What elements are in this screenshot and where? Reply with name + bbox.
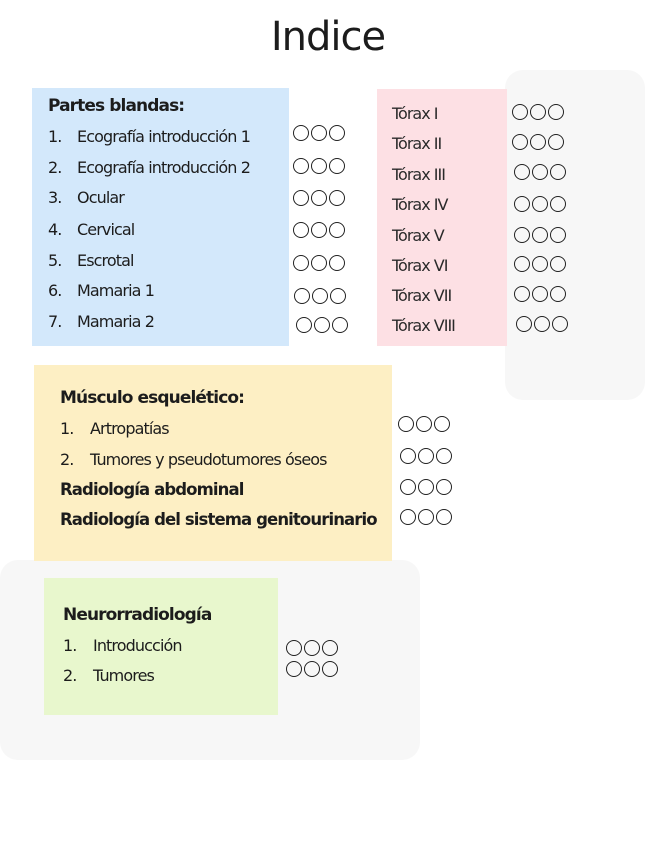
checkbox-circle[interactable] — [304, 640, 320, 656]
progress-circles — [296, 317, 348, 333]
progress-circles — [512, 134, 564, 150]
list-item: Tórax IV — [392, 195, 448, 214]
list-item: 6. Mamaria 1 — [48, 281, 154, 300]
progress-circles — [293, 190, 345, 206]
section-torax — [377, 89, 507, 346]
list-item: Tórax VIII — [392, 316, 455, 335]
checkbox-circle[interactable] — [514, 227, 530, 243]
checkbox-circle[interactable] — [293, 125, 309, 141]
checkbox-circle[interactable] — [304, 661, 320, 677]
checkbox-circle[interactable] — [400, 448, 416, 464]
list-item: 1. Introducción — [63, 636, 182, 655]
checkbox-circle[interactable] — [293, 190, 309, 206]
checkbox-circle[interactable] — [530, 104, 546, 120]
checkbox-circle[interactable] — [293, 222, 309, 238]
section-heading-partes-blandas: Partes blandas: — [48, 96, 185, 116]
checkbox-circle[interactable] — [416, 416, 432, 432]
checkbox-circle[interactable] — [398, 416, 414, 432]
checkbox-circle[interactable] — [400, 479, 416, 495]
checkbox-circle[interactable] — [514, 196, 530, 212]
checkbox-circle[interactable] — [294, 288, 310, 304]
checkbox-circle[interactable] — [418, 509, 434, 525]
list-item: 3. Ocular — [48, 188, 124, 207]
checkbox-circle[interactable] — [311, 190, 327, 206]
checkbox-circle[interactable] — [322, 661, 338, 677]
checkbox-circle[interactable] — [512, 104, 528, 120]
checkbox-circle[interactable] — [532, 196, 548, 212]
progress-circles — [400, 448, 452, 464]
checkbox-circle[interactable] — [548, 134, 564, 150]
checkbox-circle[interactable] — [548, 104, 564, 120]
checkbox-circle[interactable] — [329, 190, 345, 206]
checkbox-circle[interactable] — [286, 640, 302, 656]
checkbox-circle[interactable] — [514, 164, 530, 180]
checkbox-circle[interactable] — [552, 316, 568, 332]
checkbox-circle[interactable] — [436, 509, 452, 525]
progress-circles — [294, 288, 346, 304]
checkbox-circle[interactable] — [550, 196, 566, 212]
list-item: Tórax III — [392, 165, 445, 184]
checkbox-circle[interactable] — [418, 479, 434, 495]
progress-circles — [514, 164, 566, 180]
checkbox-circle[interactable] — [311, 255, 327, 271]
checkbox-circle[interactable] — [314, 317, 330, 333]
checkbox-circle[interactable] — [332, 317, 348, 333]
checkbox-circle[interactable] — [512, 134, 528, 150]
checkbox-circle[interactable] — [434, 416, 450, 432]
list-item: 5. Escrotal — [48, 251, 134, 270]
checkbox-circle[interactable] — [311, 222, 327, 238]
list-item: 1. Artropatías — [60, 419, 169, 438]
checkbox-circle[interactable] — [514, 256, 530, 272]
list-item: 1. Ecografía introducción 1 — [48, 127, 251, 146]
checkbox-circle[interactable] — [532, 164, 548, 180]
progress-circles — [514, 227, 566, 243]
checkbox-circle[interactable] — [329, 222, 345, 238]
checkbox-circle[interactable] — [530, 134, 546, 150]
checkbox-circle[interactable] — [550, 227, 566, 243]
progress-circles — [293, 125, 345, 141]
page-title: Indice — [270, 14, 386, 60]
checkbox-circle[interactable] — [296, 317, 312, 333]
progress-circles — [286, 640, 338, 656]
progress-circles — [514, 256, 566, 272]
checkbox-circle[interactable] — [532, 256, 548, 272]
checkbox-circle[interactable] — [293, 255, 309, 271]
list-item-bold: Radiología del sistema genitourinario — [60, 510, 377, 529]
checkbox-circle[interactable] — [514, 286, 530, 302]
checkbox-circle[interactable] — [516, 316, 532, 332]
list-item-bold: Radiología abdominal — [60, 480, 244, 499]
checkbox-circle[interactable] — [550, 164, 566, 180]
list-item: Tórax V — [392, 226, 444, 245]
checkbox-circle[interactable] — [534, 316, 550, 332]
checkbox-circle[interactable] — [311, 158, 327, 174]
list-item: Tórax II — [392, 134, 442, 153]
checkbox-circle[interactable] — [330, 288, 346, 304]
checkbox-circle[interactable] — [418, 448, 434, 464]
progress-circles — [400, 509, 452, 525]
list-item: 4. Cervical — [48, 220, 135, 239]
checkbox-circle[interactable] — [400, 509, 416, 525]
list-item: 2. Tumores — [63, 666, 154, 685]
list-item: Tórax VI — [392, 256, 448, 275]
checkbox-circle[interactable] — [436, 448, 452, 464]
section-heading-neuro: Neurorradiología — [63, 605, 212, 625]
checkbox-circle[interactable] — [322, 640, 338, 656]
progress-circles — [286, 661, 338, 677]
progress-circles — [514, 196, 566, 212]
checkbox-circle[interactable] — [532, 227, 548, 243]
list-item: 2. Ecografía introducción 2 — [48, 158, 251, 177]
progress-circles — [400, 479, 452, 495]
section-heading-musculo: Músculo esquelético: — [60, 388, 245, 408]
progress-circles — [514, 286, 566, 302]
checkbox-circle[interactable] — [312, 288, 328, 304]
checkbox-circle[interactable] — [329, 158, 345, 174]
checkbox-circle[interactable] — [286, 661, 302, 677]
list-item: Tórax VII — [392, 286, 452, 305]
progress-circles — [293, 255, 345, 271]
checkbox-circle[interactable] — [550, 256, 566, 272]
checkbox-circle[interactable] — [329, 125, 345, 141]
list-item: 7. Mamaria 2 — [48, 312, 154, 331]
progress-circles — [293, 158, 345, 174]
checkbox-circle[interactable] — [329, 255, 345, 271]
list-item: 2. Tumores y pseudotumores óseos — [60, 450, 327, 469]
checkbox-circle[interactable] — [293, 158, 309, 174]
checkbox-circle[interactable] — [436, 479, 452, 495]
progress-circles — [516, 316, 568, 332]
checkbox-circle[interactable] — [550, 286, 566, 302]
list-item: Tórax I — [392, 104, 438, 123]
checkbox-circle[interactable] — [311, 125, 327, 141]
progress-circles — [398, 416, 450, 432]
progress-circles — [293, 222, 345, 238]
checkbox-circle[interactable] — [532, 286, 548, 302]
progress-circles — [512, 104, 564, 120]
